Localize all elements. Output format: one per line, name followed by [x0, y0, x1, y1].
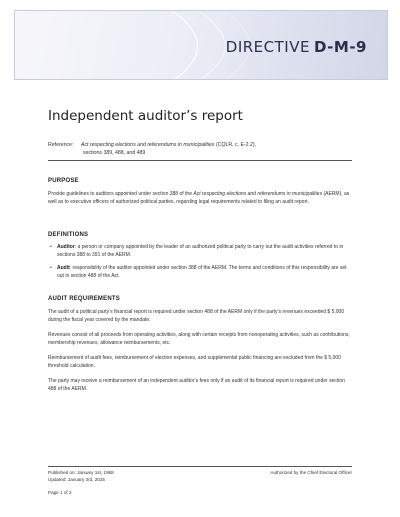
bullet-icon: •: [50, 265, 52, 271]
reference-block: [48, 141, 358, 157]
purpose-text-start: Provide guidelines to auditors appointed under section 388 of the: [48, 191, 194, 197]
audit-paragraph: Reimbursement of audit fees, reimbursement of election expenses, and supplemental public financing are excluded from the $ 5,000 threshold calculation.: [48, 355, 341, 369]
definition-item: [50, 243, 350, 259]
page-title: Independent auditor’s report: [48, 108, 243, 124]
header-banner: [14, 10, 388, 80]
purpose-text-end: (AERM), as well as to executive officers of authorized political parties, regarding legal requirements related to filing an audit report.: [48, 191, 350, 205]
definition-text: : responsibility of the auditor appointed under section 388 of the AERM. The terms and conditions of this responsibility are set out in section 488 of the Act.: [57, 265, 347, 279]
purpose-heading: PURPOSE: [48, 178, 79, 184]
purpose-text: [48, 190, 352, 206]
audit-paragraph: The audit of a political party’s financial report is required under section 488 of the AERM only if the party’s revenues exceeded $ 5,000 during the fiscal year covered by the mandate.: [48, 309, 345, 323]
reference-sections: sections 389, 488, and 489: [83, 150, 146, 156]
audit-paragraph: Revenues consist of all proceeds from operating activities, along with certain receipts from nonoperating activities, such as contributions, membership revenues, allowance reimbursements, etc.: [48, 332, 350, 346]
directive-word: DIRECTIVE: [225, 38, 310, 56]
page-number: Page 1 of 2: [48, 490, 72, 495]
footer-divider: [48, 466, 352, 467]
reference-citation: (CQLR, c. E-2.2),: [215, 142, 257, 148]
reference-law-title: Act respecting elections and referendums in municipalities: [81, 142, 215, 148]
directive-number: D-M-9: [313, 38, 367, 56]
definition-item: [50, 264, 350, 280]
updated-date: Updated: January 3rd, 2025: [48, 477, 105, 482]
definition-term: Audit: [57, 265, 70, 271]
purpose-law-title: Act respecting elections and referendums in municipalities: [193, 191, 323, 197]
published-date: Published on: January 1st, 1988: [48, 470, 114, 475]
definition-text: : a person or company appointed by the leader of an authorized political party to carry out the audit activities referred to in sections 388 to 391 of the AERM.: [57, 244, 344, 258]
directive-title: [226, 38, 367, 56]
authorized-by: Authorized by the Chief Electoral Officer: [270, 470, 352, 475]
divider: [48, 160, 352, 161]
reference-label: Reference:: [48, 142, 74, 148]
definitions-heading: DEFINITIONS: [48, 232, 89, 238]
audit-requirements-heading: AUDIT REQUIREMENTS: [48, 296, 120, 302]
audit-paragraph: The party may receive a reimbursement of an independent auditor’s fees only if an audit of its financial report is required under section 488 of the AERM.: [48, 378, 345, 392]
bullet-icon: •: [50, 244, 52, 250]
definition-term: Auditor: [57, 244, 75, 250]
